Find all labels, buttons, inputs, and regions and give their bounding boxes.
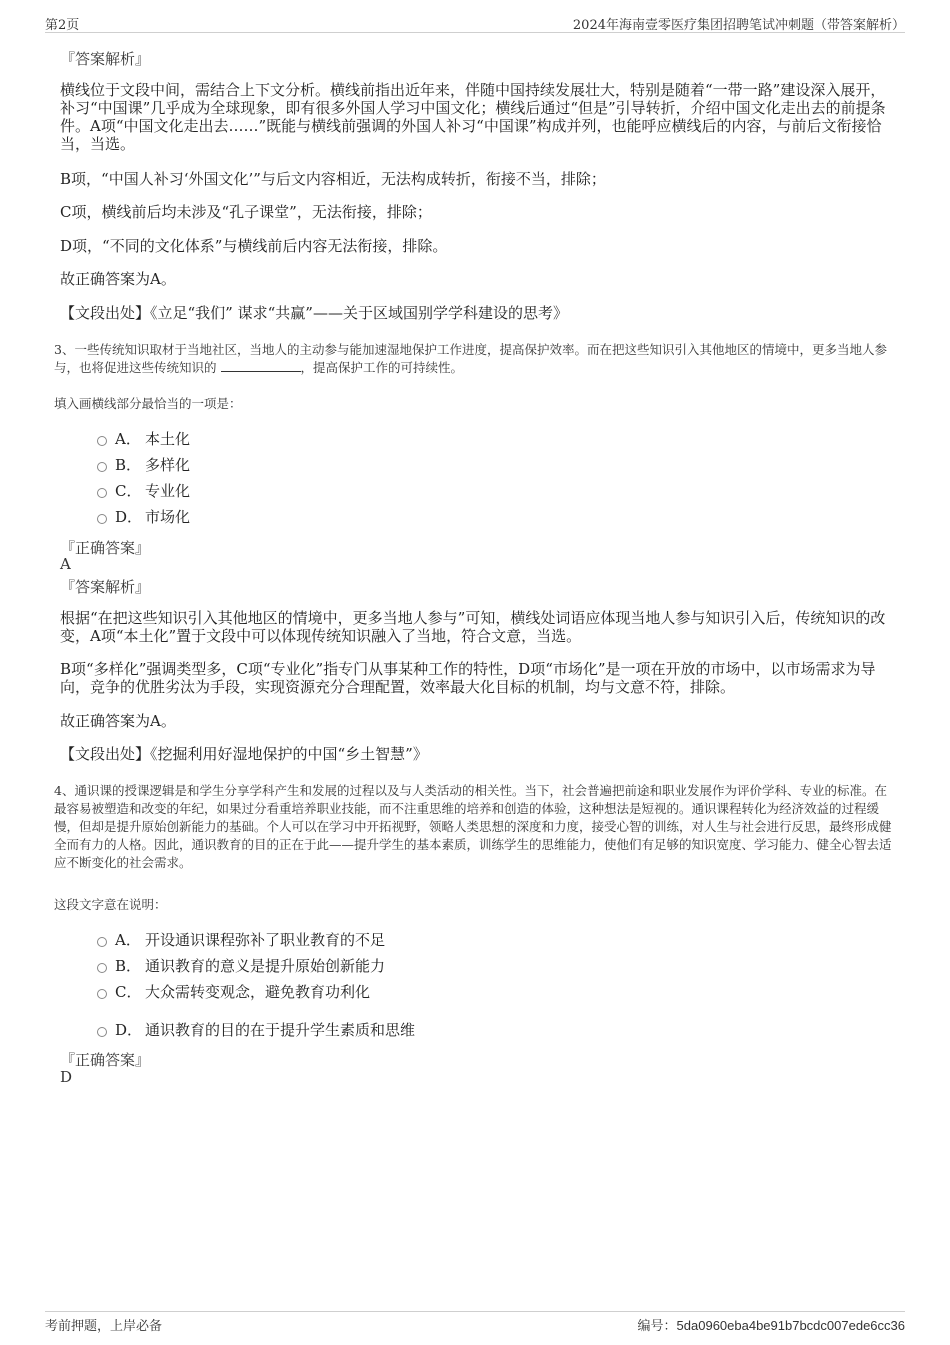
radio-icon[interactable] [97, 436, 107, 446]
question-stem: 4、通识课的授课逻辑是和学生分享学科产生和发展的过程以及与人类活动的相关性。当下，社会普遍把前途和职业发展作为评价学科、专业的标准。在最容易被塑造和改变的年纪，如果过分看重培养职业技能，而不注重思维的培养和创造的体验，这种想法是短视的。通识课程转化为经济效益的过程缓慢，但却是提升原始创新能力的基础。个人可以在学习中开拓视野，领略人类思想的深度和力度，接受心智的训练，对人生与社会进行反思，最终形成健全而有力的人格。因此，通识教育的目的正在于此——提升学生的基本素质，训练学生的思维能力，使他们有足够的知识宽度、学习能力、健全心智去适应不断变化的社会需求。 [54, 783, 892, 870]
document-title: 2024年海南壹零医疗集团招聘笔试冲刺题（带答案解析） [572, 18, 905, 33]
radio-icon[interactable] [97, 989, 107, 999]
analysis-paragraph: 根据“在把这些知识引入其他地区的情境中，更多当地人参与”可知，横线处词语应体现当地人参与知识引入后，传统知识的改变，A项“本土化”置于文段中可以体现传统知识融入了当地，符合文意，当选。 [60, 609, 886, 645]
answer-conclusion: 故正确答案为A。 [60, 712, 176, 730]
analysis-paragraph: C项，横线前后均未涉及“孔子课堂”，无法衔接，排除； [60, 203, 432, 221]
source-citation: 【文段出处】《立足“我们” 谋求“共赢”——关于区域国别学学科建设的思考》 [60, 304, 568, 322]
analysis-label: 『答案解析』 [60, 578, 151, 596]
option-b[interactable]: B． 通识教育的意义是提升原始创新能力 [97, 957, 385, 975]
correct-answer: D [60, 1068, 73, 1086]
analysis-paragraph: D项，“不同的文化体系”与横线前后内容无法衔接，排除。 [60, 237, 448, 255]
question-stem: 3、一些传统知识取材于当地社区，当地人的主动参与能加速湿地保护工作进度，提高保护效率。而在把这些知识引入其他地区的情境中，更多当地人参与，也将促进这些传统知识的 ，提高保护工作的可持续性。 [54, 342, 887, 375]
document-code: 编号：5da0960eba4be91b7bcdc007ede6cc36 [637, 1318, 905, 1334]
analysis-label: 『答案解析』 [60, 50, 151, 68]
fill-blank [221, 359, 301, 372]
correct-answer: A [60, 555, 71, 573]
analysis-paragraph: B项“多样化”强调类型多，C项“专业化”指专门从事某种工作的特性，D项“市场化”是一项在开放的市场中，以市场需求为导向，竞争的优胜劣汰为手段，实现资源充分合理配置，效率最大化目标的机制，均与文意不符，排除。 [60, 660, 876, 696]
radio-icon[interactable] [97, 937, 107, 947]
option-b[interactable]: B． 多样化 [97, 456, 190, 474]
page-number: 第2页 [45, 18, 80, 33]
answer-conclusion: 故正确答案为A。 [60, 270, 176, 288]
option-a[interactable]: A． 开设通识课程弥补了职业教育的不足 [97, 931, 385, 949]
page-header [45, 14, 905, 33]
radio-icon[interactable] [97, 462, 107, 472]
footer-slogan: 考前押题，上岸必备 [45, 1319, 163, 1334]
analysis-paragraph: 横线位于文段中间，需结合上下文分析。横线前指出近年来，伴随中国持续发展壮大，特别是随着“一带一路”建设深入展开，补习“中国课”几乎成为全球现象，即有很多外国人学习中国文化；横线后通过“但是”引导转折，介绍中国文化走出去的前提条件。A项“中国文化走出去……”既能与横线前强调的外国人补习“中国课”构成并列，也能呼应横线后的内容，与前后文衔接恰当，当选。 [60, 81, 886, 153]
radio-icon[interactable] [97, 1027, 107, 1037]
correct-answer-label: 『正确答案』 [60, 1051, 151, 1069]
source-citation: 【文段出处】《挖掘利用好湿地保护的中国“乡土智慧”》 [60, 745, 428, 763]
radio-icon[interactable] [97, 514, 107, 524]
correct-answer-label: 『正确答案』 [60, 539, 151, 557]
option-d[interactable]: D． 市场化 [97, 508, 190, 526]
option-d[interactable]: D． 通识教育的目的在于提升学生素质和思维 [97, 1021, 415, 1039]
question-prompt: 填入画横线部分最恰当的一项是： [54, 396, 242, 411]
option-c[interactable]: C． 大众需转变观念，避免教育功利化 [97, 983, 370, 1001]
page-footer [45, 1311, 905, 1332]
option-a[interactable]: A． 本土化 [97, 430, 190, 448]
radio-icon[interactable] [97, 963, 107, 973]
option-c[interactable]: C． 专业化 [97, 482, 190, 500]
analysis-paragraph: B项，“中国人补习‘外国文化’”与后文内容相近，无法构成转折，衔接不当，排除； [60, 170, 606, 188]
radio-icon[interactable] [97, 488, 107, 498]
question-prompt: 这段文字意在说明： [54, 897, 167, 912]
